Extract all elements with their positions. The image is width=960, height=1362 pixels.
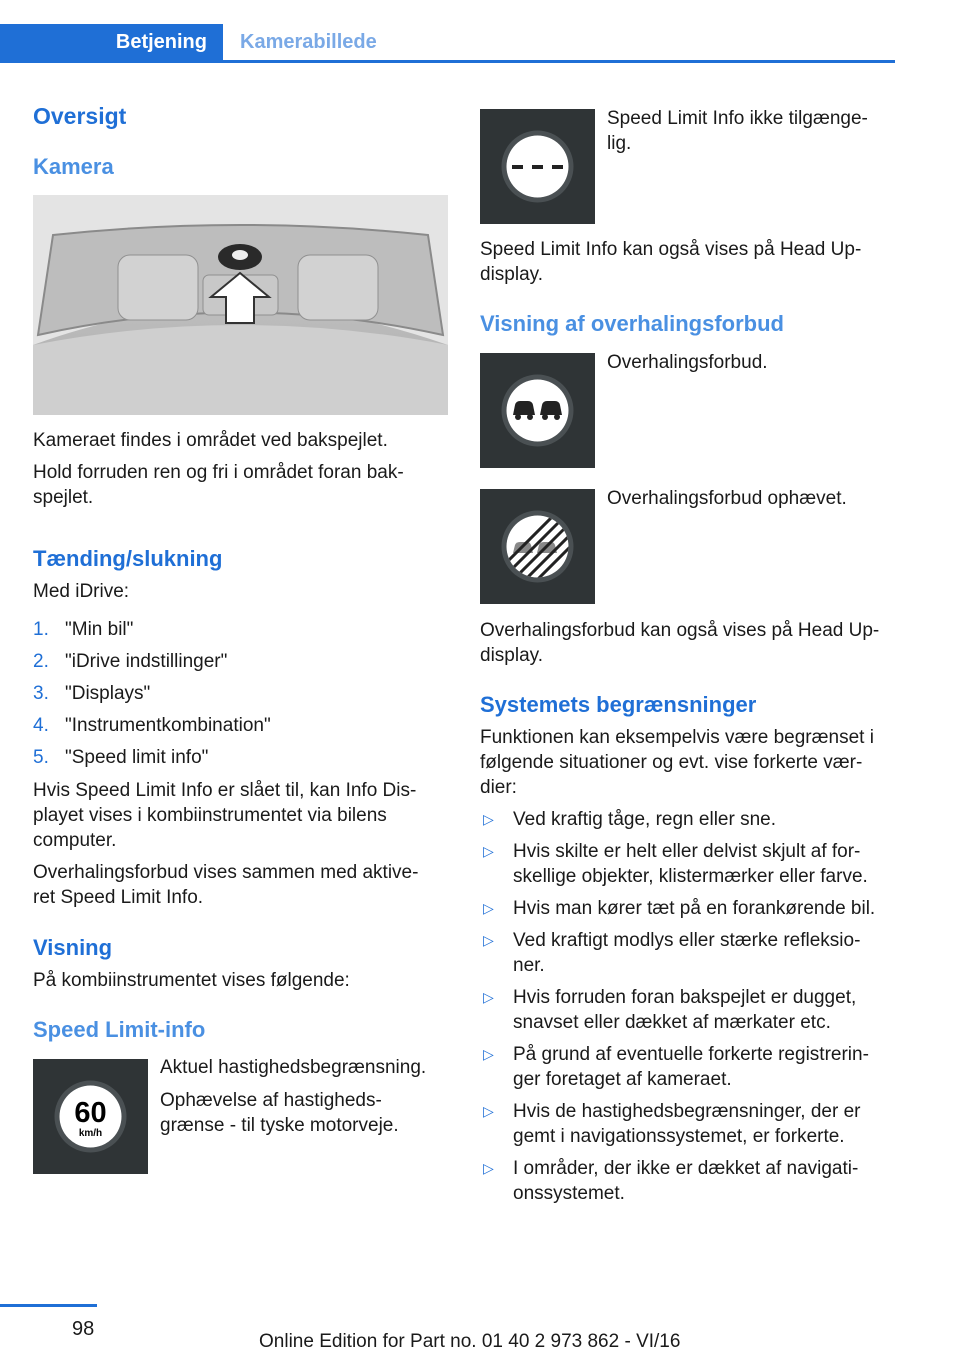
heading-visning: Visning <box>33 935 113 960</box>
text-head-up-1: Speed Limit Info kan også vises på Head Up- <box>480 239 862 260</box>
text-kamera-clean-1: Hold forruden ren og fri i området foran bak‐ <box>33 462 404 483</box>
list-item: 5. "Speed limit info" <box>33 747 209 768</box>
triangle-bullet-icon: ▷ <box>483 1103 494 1119</box>
text-overhaling-head-up-1: Overhalingsforbud kan også vises på Head Up- <box>480 620 880 641</box>
edition-footer: Online Edition for Part no. 01 40 2 973 862 - VI/16 <box>259 1331 681 1352</box>
list-item: ▷ I områder, der ikke er dækket af navigati‐ onssystemet. <box>483 1158 859 1204</box>
heading-systemets-begraensninger: Systemets begrænsninger <box>480 692 757 717</box>
text-kamera-placement: Kameraet findes i området ved bakspejlet. <box>33 430 388 451</box>
triangle-bullet-icon: ▷ <box>483 900 494 916</box>
end-of-no-overtaking-sign-icon <box>480 489 595 604</box>
triangle-bullet-icon: ▷ <box>483 1046 494 1062</box>
text-funktionen-3: dier: <box>480 777 517 798</box>
text-overhalingsforbud-ophaevet: Overhalingsforbud ophævet. <box>607 488 847 509</box>
triangle-bullet-icon: ▷ <box>483 811 494 827</box>
text-ikke-tilgaengelig-1: Speed Limit Info ikke tilgænge‐ <box>607 108 868 129</box>
list-item: 1. "Min bil" <box>33 619 134 640</box>
text-funktionen-2: følgende situationer og evt. vise forkerte vær‐ <box>480 752 863 773</box>
triangle-bullet-icon: ▷ <box>483 1160 494 1176</box>
text-overhalingsforbud: Overhalingsforbud. <box>607 352 768 373</box>
triangle-bullet-icon: ▷ <box>483 989 494 1005</box>
list-item: ▷ På grund af eventuelle forkerte registrerin‐ ger foretaget af kameraet. <box>483 1044 869 1090</box>
text-overhaling-1: Overhalingsforbud vises sammen med aktive‐ <box>33 862 419 883</box>
list-item: ▷ Hvis forruden foran bakspejlet er dugget, snavset eller dækket af mærkater etc. <box>483 987 857 1033</box>
heading-oversigt: Oversigt <box>33 103 127 129</box>
text-funktionen-1: Funktionen kan eksempelvis være begrænset i <box>480 727 874 748</box>
sign-60-label: 60 <box>74 1097 107 1129</box>
text-ikke-tilgaengelig-2: lig. <box>607 133 632 154</box>
list-item: 3. "Displays" <box>33 683 151 704</box>
camera-rear-window-image <box>33 195 448 415</box>
sign-kmh-label: km/h <box>78 1128 103 1139</box>
speed-limit-unavailable-icon <box>480 109 595 224</box>
tab-kamerabillede[interactable]: Kamerabillede <box>240 31 377 53</box>
text-head-up-2: display. <box>480 264 544 285</box>
heading-kamera: Kamera <box>33 154 114 179</box>
tab-betjening[interactable]: Betjening <box>0 24 223 60</box>
triangle-bullet-icon: ▷ <box>483 932 494 948</box>
text-visning: På kombiinstrumentet vises følgende: <box>33 970 350 991</box>
text-med-idrive: Med iDrive: <box>33 581 130 602</box>
triangle-bullet-icon: ▷ <box>483 843 494 859</box>
list-item: 4. "Instrumentkombination" <box>33 715 271 736</box>
list-item: ▷ Ved kraftigt modlys eller stærke refleksio‐ ner. <box>483 930 861 976</box>
limitations-list <box>480 807 900 1213</box>
list-item: ▷ Hvis de hastighedsbegrænsninger, der er gemt i navigationssystemet, er forkerte. <box>483 1101 861 1147</box>
heading-taending-slukning: Tænding/slukning <box>33 546 223 571</box>
header-tab-bar <box>0 24 895 63</box>
text-overhaling-head-up-2: display. <box>480 645 544 666</box>
list-item: ▷ Ved kraftig tåge, regn eller sne. <box>483 809 776 830</box>
text-overhaling-2: ret Speed Limit Info. <box>33 887 204 908</box>
list-item: ▷ Hvis man kører tæt på en forankørende bil. <box>483 898 876 919</box>
heading-speed-limit-info: Speed Limit-info <box>33 1017 206 1042</box>
list-item: 2. "iDrive indstillinger" <box>33 651 228 672</box>
text-hvis-speed-2: playet vises i kombiinstrumentet via bilens <box>33 805 387 826</box>
list-item: ▷ Hvis skilte er helt eller delvist skjult af for‐ skellige objekter, klistermærker eller farve. <box>483 841 868 887</box>
text-ophaevelse-2: grænse - til tyske motorveje. <box>160 1115 399 1136</box>
text-hvis-speed-3: computer. <box>33 830 117 851</box>
speed-limit-sign-icon <box>33 1059 148 1174</box>
text-kamera-clean-2: spejlet. <box>33 487 94 508</box>
no-overtaking-sign-icon <box>480 353 595 468</box>
text-aktuel: Aktuel hastighedsbegrænsning. <box>160 1057 427 1078</box>
heading-visning-overhalingsforbud: Visning af overhalingsforbud <box>480 311 784 336</box>
idrive-steps-list <box>33 617 453 777</box>
page-number: 98 <box>72 1318 95 1340</box>
text-hvis-speed-1: Hvis Speed Limit Info er slået til, kan Info Dis‐ <box>33 780 417 801</box>
text-ophaevelse-1: Ophævelse af hastigheds‐ <box>160 1090 382 1111</box>
footer-rule <box>0 1304 97 1307</box>
